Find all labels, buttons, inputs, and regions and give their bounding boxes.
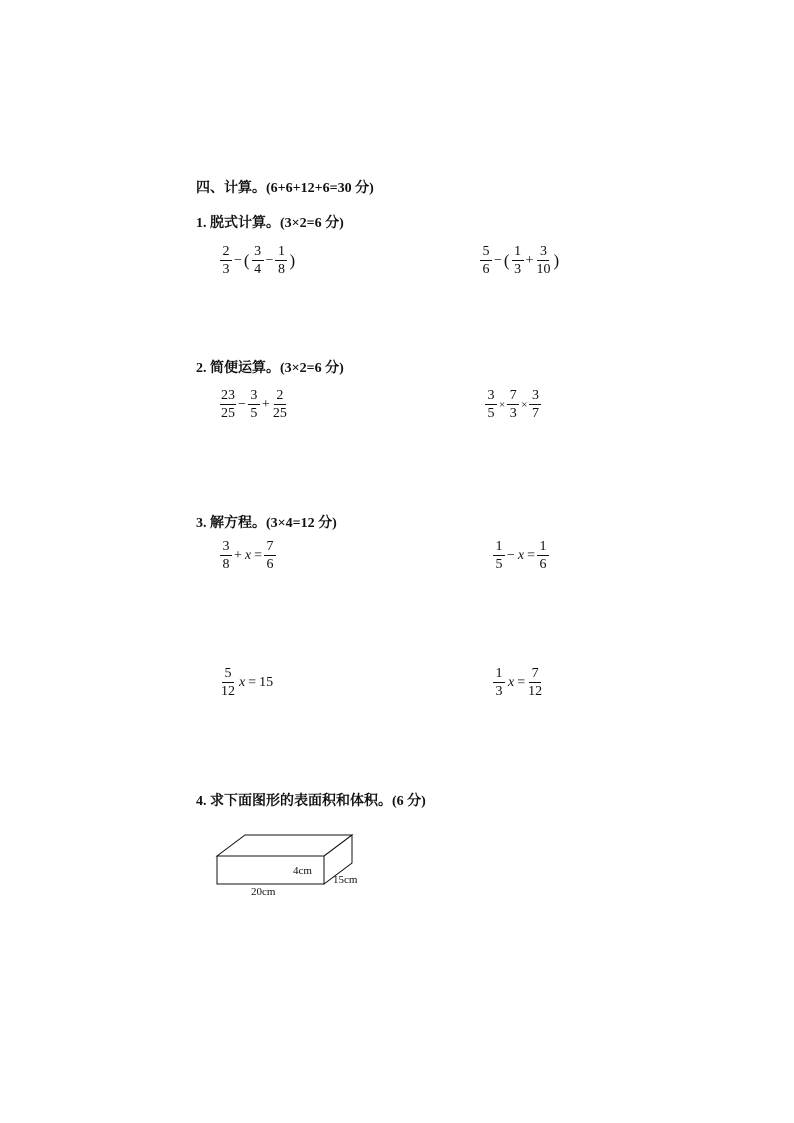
left-paren: (: [243, 250, 250, 270]
operator: −: [507, 547, 515, 563]
fraction: $\frac{1}{3}$: [493, 666, 505, 699]
fraction: $\frac{3}{4}$: [252, 244, 264, 277]
fraction: $\frac{1}{6}$: [537, 539, 549, 572]
operator: +: [525, 252, 534, 268]
equals-sign: =: [517, 674, 526, 690]
operator: ×: [499, 398, 506, 411]
fraction: $\frac{3}{5}$: [485, 388, 497, 421]
variable: x: [508, 674, 515, 690]
fraction: $\frac{3}{10}$: [536, 244, 551, 277]
q1-expression-b: [479, 244, 560, 277]
equals-sign: =: [254, 547, 263, 563]
fraction: $\frac{7}{6}$: [264, 539, 276, 572]
fraction: $\frac{5}{6}$: [480, 244, 492, 277]
operator: −: [234, 252, 242, 268]
variable: x: [244, 547, 252, 563]
number: 15: [259, 674, 274, 690]
equals-sign: =: [248, 674, 257, 690]
height-label: 4cm: [293, 865, 312, 877]
q3-equation-c: [219, 666, 273, 699]
cuboid-figure: [214, 828, 374, 903]
fraction: $\frac{7}{12}$: [528, 666, 543, 699]
q2-expression-b: [484, 388, 542, 421]
q1-expression-a: [219, 244, 296, 277]
cuboid-top-face: [217, 835, 352, 856]
variable: x: [517, 547, 525, 563]
fraction: $\frac{3}{8}$: [220, 539, 232, 572]
operator: −: [265, 252, 274, 268]
fraction: $\frac{5}{12}$: [221, 666, 235, 699]
equals-sign: =: [527, 547, 536, 563]
left-paren: (: [503, 250, 510, 270]
operator: ×: [521, 398, 528, 411]
operator: +: [261, 396, 270, 412]
operator: +: [234, 547, 242, 563]
length-label: 20cm: [251, 886, 276, 898]
q3-equation-a: [219, 539, 277, 572]
fraction: $\frac{2}{3}$: [220, 244, 232, 277]
fraction: $\frac{1}{3}$: [512, 244, 524, 277]
q3-title: 3. 解方程。(3×4=12 分): [196, 516, 337, 531]
width-label: 15cm: [333, 874, 358, 886]
q4-title: 4. 求下面图形的表面积和体积。(6 分): [196, 794, 426, 809]
right-paren: ): [289, 250, 296, 270]
fraction: $\frac{1}{5}$: [493, 539, 505, 572]
q3-equation-b: [492, 539, 550, 572]
q1-title: 1. 脱式计算。(3×2=6 分): [196, 216, 344, 231]
fraction: $\frac{3}{5}$: [248, 388, 260, 421]
q3-equation-d: [492, 666, 544, 699]
fraction: $\frac{1}{8}$: [275, 244, 287, 277]
variable: x: [239, 674, 246, 690]
q2-title: 2. 简便运算。(3×2=6 分): [196, 361, 344, 376]
fraction: $\frac{23}{25}$: [221, 388, 235, 421]
section-title: 四、计算。(6+6+12+6=30 分): [196, 181, 374, 196]
fraction: $\frac{2}{25}$: [272, 388, 287, 421]
fraction: $\frac{7}{3}$: [507, 388, 519, 421]
right-paren: ): [553, 250, 560, 270]
operator: −: [238, 396, 246, 412]
operator: −: [494, 252, 502, 268]
q2-expression-a: [219, 388, 289, 421]
fraction: $\frac{3}{7}$: [529, 388, 541, 421]
